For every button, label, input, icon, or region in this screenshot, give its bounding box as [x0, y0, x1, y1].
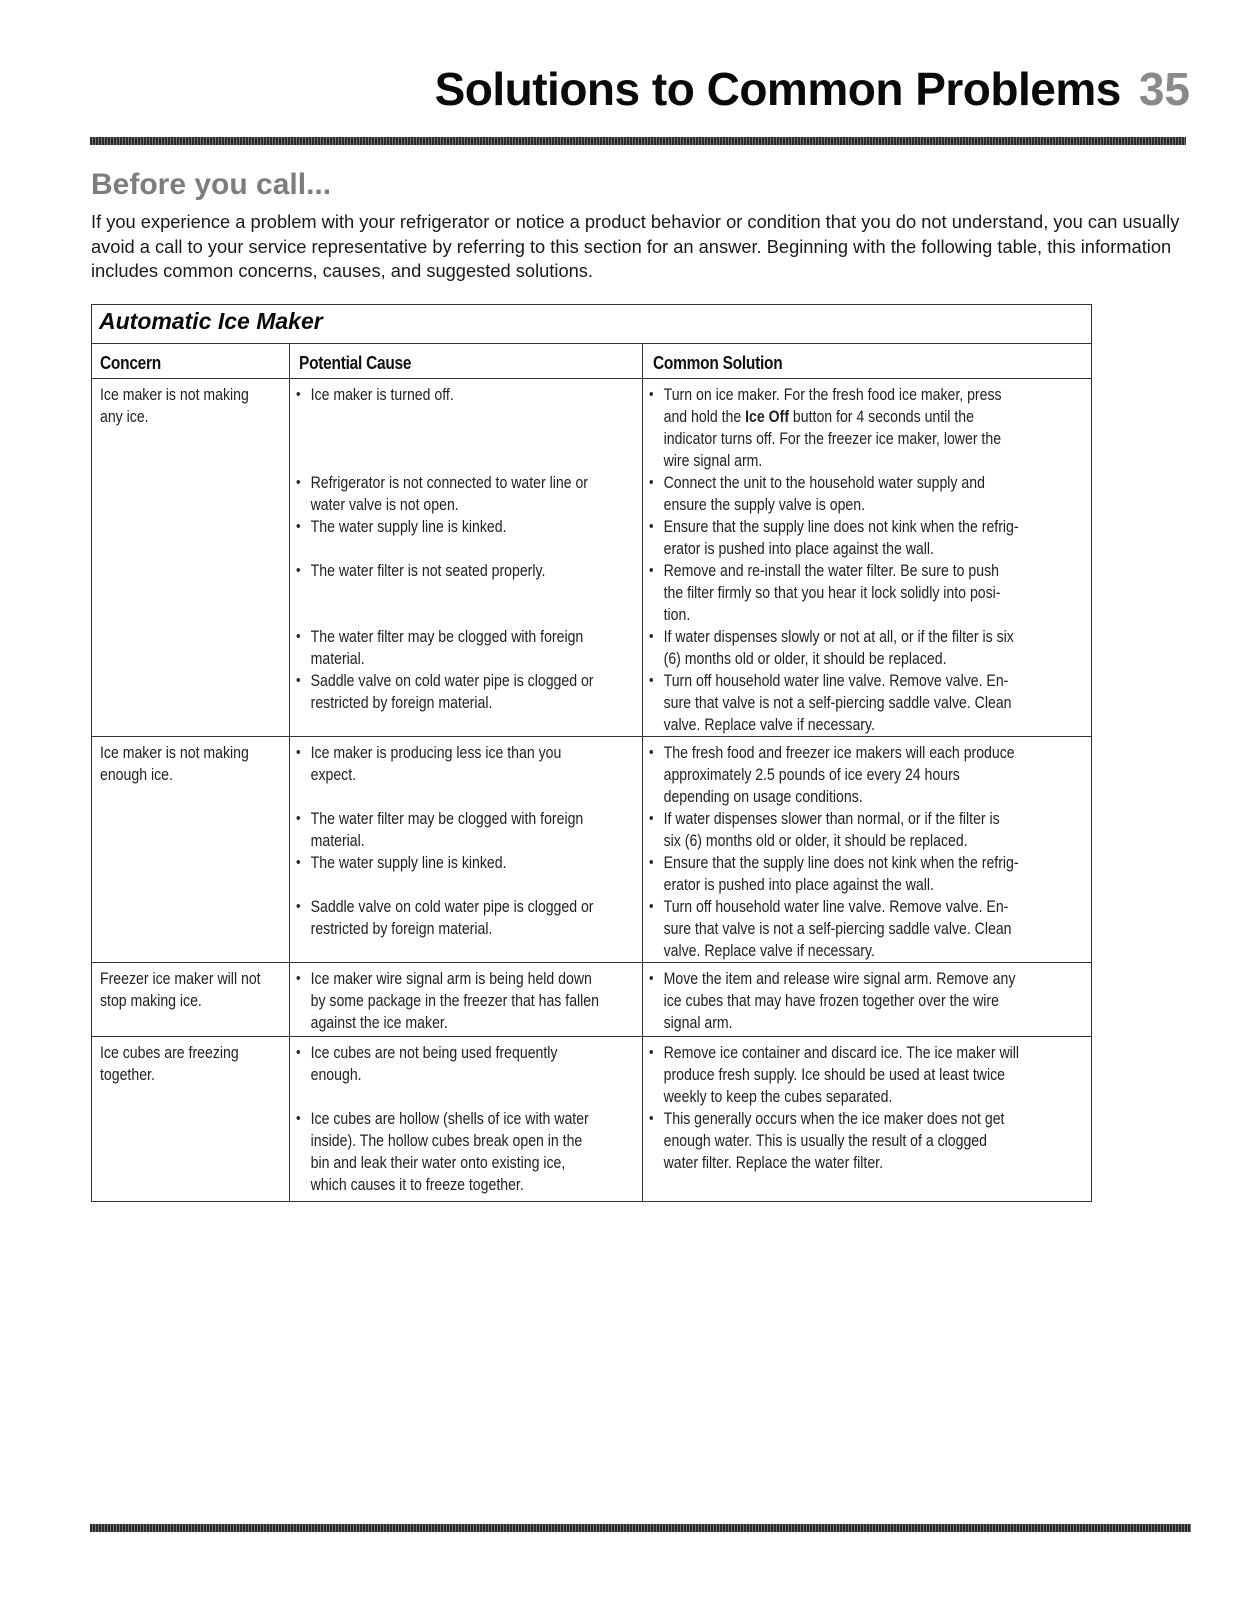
cause-item: • The water filter is not seated properly.	[296, 560, 637, 582]
ice-maker-table	[91, 304, 1092, 1202]
cause-item: • Saddle valve on cold water pipe is clogged or restricted by foreign material.	[296, 896, 637, 940]
page-number: 35	[1138, 63, 1190, 115]
page-header	[0, 62, 1190, 116]
solution-item	[649, 384, 1068, 472]
table-title-divider	[92, 343, 1091, 344]
solution-item: • Ensure that the supply line does not kink when the refrig- erator is pushed into place against the wall.	[649, 852, 1068, 896]
solution-item: • If water dispenses slowly or not at all, or if the filter is six (6) months old or older, it should be replaced.	[649, 626, 1068, 670]
concern-cell: Ice cubes are freezing together.	[100, 1044, 239, 1084]
concern-cell: Ice maker is not making any ice.	[100, 386, 249, 426]
cause-item: • Ice maker is turned off.	[296, 384, 637, 406]
solution-item: • This generally occurs when the ice maker does not get enough water. This is usually the result of a clogged water filter. Replace the water filter.	[649, 1108, 1068, 1174]
footer-rule	[90, 1524, 1191, 1532]
column-header-cause: Potential Cause	[299, 353, 412, 373]
table-title: Automatic Ice Maker	[99, 308, 323, 334]
cause-item: • The water supply line is kinked.	[296, 516, 637, 538]
cause-item: • Ice cubes are not being used frequently enough.	[296, 1042, 637, 1086]
solution-item: • Move the item and release wire signal arm. Remove any ice cubes that may have frozen together over the wire signal arm.	[649, 968, 1068, 1034]
cause-item: • Refrigerator is not connected to water line or water valve is not open.	[296, 472, 637, 516]
ice-off-button-label: Ice Off	[745, 408, 790, 426]
column-header-solution: Common Solution	[653, 353, 783, 373]
row-divider	[92, 736, 1091, 737]
row-divider	[92, 1036, 1091, 1037]
solution-text: button for 4 seconds until the indicator turns off. For the freezer ice maker, lower the wire signal arm.	[663, 408, 1002, 470]
solution-item: • Ensure that the supply line does not kink when the refrig- erator is pushed into place against the wall.	[649, 516, 1068, 560]
row-divider	[92, 962, 1091, 963]
cause-item: • Ice maker wire signal arm is being held down by some package in the freezer that has fallen against the ice maker.	[296, 968, 637, 1034]
cause-item: • Ice maker is producing less ice than you expect.	[296, 742, 637, 786]
solution-text: Turn on ice maker. For the fresh food ice maker, press and hold the	[663, 386, 1002, 426]
solution-item: • Remove and re-install the water filter. Be sure to push the filter firmly so that you hear it lock solidly into posi- tion.	[649, 560, 1068, 626]
cause-item: • The water filter may be clogged with foreign material.	[296, 808, 637, 852]
solution-item: • Remove ice container and discard ice. The ice maker will produce fresh supply. Ice should be used at least twice weekly to keep the cubes separated.	[649, 1042, 1068, 1108]
column-divider	[289, 343, 290, 1201]
cause-item: • Saddle valve on cold water pipe is clogged or restricted by foreign material.	[296, 670, 637, 714]
cause-item: • Ice cubes are hollow (shells of ice with water inside). The hollow cubes break open in the bin and leak their water onto existing ice, which causes it to freeze together.	[296, 1108, 637, 1196]
solution-item: • Connect the unit to the household water supply and ensure the supply valve is open.	[649, 472, 1068, 516]
cause-item: • The water supply line is kinked.	[296, 852, 637, 874]
column-header-concern: Concern	[100, 353, 161, 373]
intro-paragraph: If you experience a problem with your refrigerator or notice a product behavior or condition that you do not understand, you can usually avoid a call to your service representative by referring to this section for an answer. Beginning with the following table, this information includes common concerns, causes, and suggested solutions.	[91, 211, 1180, 281]
section-heading: Before you call...	[91, 168, 332, 201]
header-rule	[90, 137, 1186, 145]
page-title: Solutions to Common Problems	[434, 63, 1121, 115]
header-row-divider	[92, 378, 1091, 379]
solution-item: • Turn off household water line valve. Remove valve. En- sure that valve is not a self-piercing saddle valve. Clean valve. Replace valve if necessary.	[649, 670, 1068, 736]
column-divider	[642, 343, 643, 1201]
cause-item: • The water filter may be clogged with foreign material.	[296, 626, 637, 670]
concern-cell: Ice maker is not making enough ice.	[100, 744, 249, 784]
solution-item: • If water dispenses slower than normal, or if the filter is six (6) months old or older, it should be replaced.	[649, 808, 1068, 852]
concern-cell: Freezer ice maker will not stop making ice.	[100, 970, 261, 1010]
solution-item: • The fresh food and freezer ice makers will each produce approximately 2.5 pounds of ice every 24 hours depending on usage conditions.	[649, 742, 1068, 808]
solution-item: • Turn off household water line valve. Remove valve. En- sure that valve is not a self-piercing saddle valve. Clean valve. Replace valve if necessary.	[649, 896, 1068, 962]
